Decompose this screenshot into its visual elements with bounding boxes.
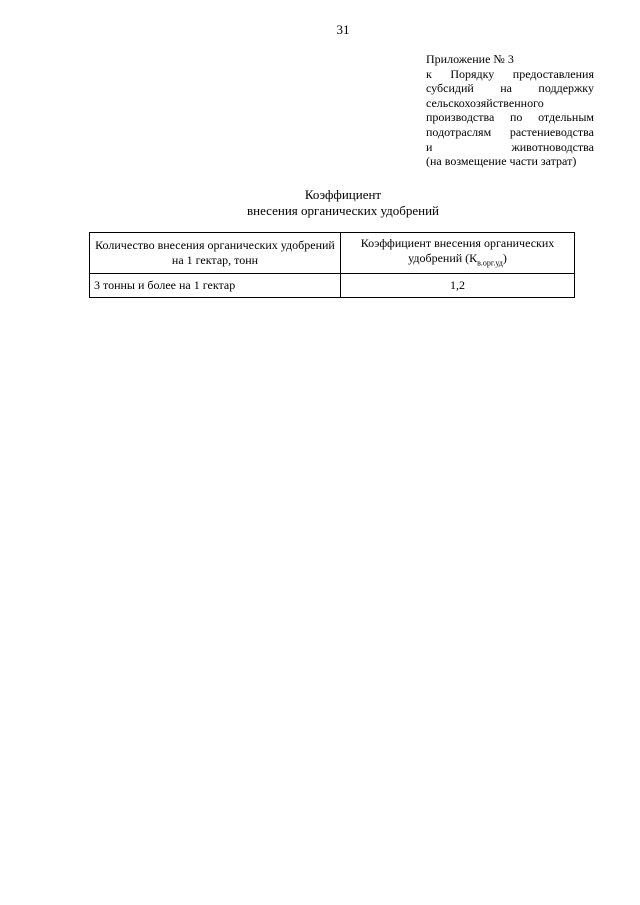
word: по [510, 110, 523, 125]
word: субсидий [426, 81, 474, 96]
word: растениеводства [509, 124, 594, 139]
appendix-line-4 [426, 110, 594, 125]
header-coefficient-main: Коэффициент внесения органических удобрений (К [360, 236, 555, 265]
word: и [426, 139, 433, 154]
header-coefficient [341, 233, 575, 274]
word: животноводства [511, 139, 594, 154]
appendix-line-2 [426, 81, 594, 96]
appendix-line-7 [426, 154, 594, 169]
table-row [90, 274, 575, 298]
word: Порядку [450, 66, 495, 81]
word: (на возмещение части затрат) [426, 154, 577, 169]
word: сельскохозяйственного [426, 95, 544, 110]
appendix-line-3 [426, 96, 594, 111]
appendix-line-6 [426, 140, 594, 155]
header-coefficient-end: ) [502, 251, 507, 265]
appendix-title: Приложение № 3 [426, 52, 514, 66]
appendix-line-1 [426, 67, 594, 82]
word: подотраслям [426, 124, 492, 139]
word: к [426, 66, 432, 81]
page-number: 31 [336, 22, 350, 37]
cell-quantity: 3 тонны и более на 1 гектар [90, 274, 341, 298]
appendix-note [426, 52, 594, 169]
word: предоставления [512, 66, 594, 81]
word: поддержку [538, 81, 594, 96]
coefficient-table [89, 232, 575, 298]
word: производства [426, 110, 495, 125]
table-header-row [90, 233, 575, 274]
word: на [500, 81, 512, 96]
header-quantity: Количество внесения органических удобрений на 1 гектар, тонн [90, 233, 341, 274]
title-line-2: внесения органических удобрений [246, 203, 440, 218]
word: отдельным [538, 110, 594, 125]
cell-coefficient: 1,2 [341, 274, 575, 298]
document-title [0, 187, 640, 219]
header-coefficient-sub: в.орг.уд [477, 258, 503, 268]
appendix-line-5 [426, 125, 594, 140]
title-line-1: Коэффициент [304, 187, 382, 202]
